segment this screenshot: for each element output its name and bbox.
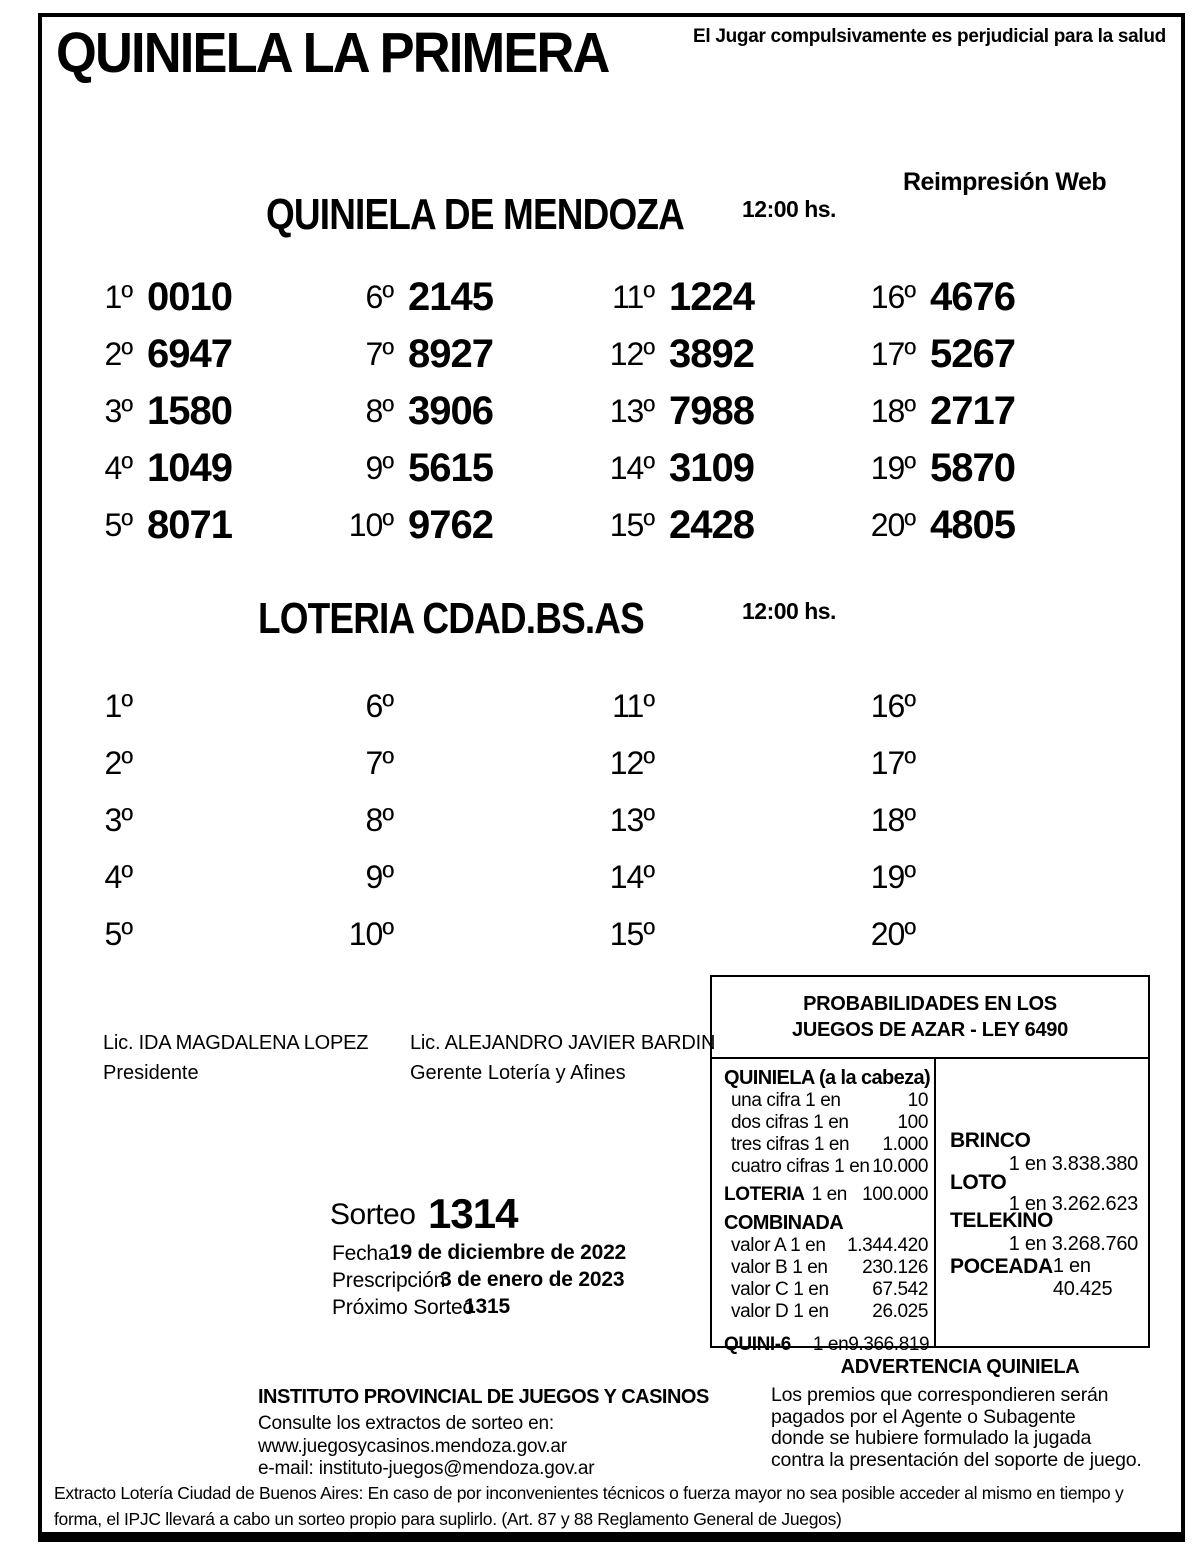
mendoza-result-cell [72, 269, 333, 326]
winning-number: 5615 [408, 446, 493, 490]
winning-number: 7988 [669, 389, 754, 433]
position-label: 2º [104, 336, 132, 372]
mendoza-result-cell [72, 383, 333, 440]
position-label: 19º [870, 859, 915, 895]
odds-row: dos cifras 1 en 100 [731, 1112, 928, 1133]
instituto-website: www.juegosycasinos.mendoza.gov.ar [258, 1435, 567, 1457]
proximo-sorteo-label: Próximo Sorteo [332, 1296, 474, 1319]
prescripcion-label: Prescripción [332, 1269, 446, 1292]
position-label: 8º [365, 393, 393, 429]
bsas-result-cell [333, 849, 594, 906]
position-label: 14º [609, 450, 654, 486]
fecha-label: Fecha [332, 1242, 390, 1265]
winning-number: 5870 [930, 446, 1015, 490]
probabilities-title-line1: PROBABILIDADES EN LOS [803, 993, 1057, 1015]
position-label: 9º [365, 859, 393, 895]
position-label: 18º [870, 802, 915, 838]
bsas-result-cell [855, 678, 1116, 735]
winning-number: 6947 [147, 332, 232, 376]
winning-number: 2717 [930, 389, 1015, 433]
sorteo-number: 1314 [428, 1190, 518, 1237]
fecha-value: 19 de diciembre de 2022 [389, 1241, 627, 1264]
signature-right-title: Gerente Lotería y Afines [410, 1062, 626, 1084]
position-label: 4º [104, 859, 132, 895]
position-label: 11º [612, 279, 654, 315]
bsas-results-grid [72, 678, 1116, 963]
bsas-result-cell [594, 906, 855, 963]
brinco-odds: 1 en 3.838.380 [1008, 1153, 1138, 1175]
mendoza-draw-time: 12:00 hs. [742, 196, 836, 222]
winning-number: 8071 [147, 503, 232, 547]
signature-left-title: Presidente [103, 1062, 199, 1084]
winning-number: 0010 [147, 275, 232, 319]
bsas-draw-time: 12:00 hs. [742, 598, 836, 624]
position-label: 16º [870, 688, 915, 724]
extracto-footer-line2: forma, el IPJC llevará a cabo un sorteo propio para suplirlo. (Art. 87 y 88 Reglamento General de Juegos) [54, 1509, 842, 1529]
telekino-label: TELEKINO [950, 1209, 1053, 1232]
bsas-result-cell [333, 735, 594, 792]
quiniela-odds-header: QUINIELA (a la cabeza) [724, 1067, 931, 1089]
position-label: 15º [609, 507, 654, 543]
brinco-label: BRINCO [950, 1129, 1031, 1152]
mendoza-result-cell [855, 440, 1116, 497]
advertencia-block [771, 1356, 1149, 1471]
mendoza-result-cell [594, 440, 855, 497]
prescripcion-value: 3 de enero de 2023 [440, 1268, 625, 1291]
winning-number: 3906 [408, 389, 493, 433]
position-label: 16º [870, 279, 915, 315]
instituto-email: e-mail: instituto-juegos@mendoza.gov.ar [258, 1458, 595, 1479]
poceada-odds-row [950, 1255, 1138, 1301]
mendoza-result-cell [333, 326, 594, 383]
mendoza-result-cell [333, 269, 594, 326]
mendoza-result-cell [855, 269, 1116, 326]
quini6-odds-row: QUINI-6 1 en 9.366.819 [724, 1334, 930, 1355]
winning-number: 3892 [669, 332, 754, 376]
odds-row: valor D 1 en 26.025 [731, 1301, 928, 1322]
winning-number: 1224 [669, 275, 754, 319]
position-label: 2º [104, 745, 132, 781]
position-label: 19º [870, 450, 915, 486]
mendoza-result-cell [72, 440, 333, 497]
winning-number: 2145 [408, 275, 493, 319]
bsas-result-cell [72, 678, 333, 735]
odds-row: una cifra 1 en 10 [731, 1090, 928, 1111]
instituto-title: INSTITUTO PROVINCIAL DE JUEGOS Y CASINOS [258, 1386, 709, 1408]
mendoza-result-cell [594, 269, 855, 326]
poceada-odds: 1 en 40.425 [1052, 1255, 1113, 1300]
position-label: 17º [870, 745, 915, 781]
bsas-result-cell [72, 735, 333, 792]
odds-row: valor B 1 en 230.126 [731, 1257, 928, 1278]
position-label: 20º [870, 507, 915, 543]
winning-number: 8927 [408, 332, 493, 376]
bsas-result-cell [855, 906, 1116, 963]
position-label: 9º [365, 450, 393, 486]
position-label: 13º [609, 393, 654, 429]
mendoza-result-cell [333, 497, 594, 554]
position-label: 5º [104, 507, 132, 543]
mendoza-result-cell [333, 440, 594, 497]
winning-number: 4805 [930, 503, 1015, 547]
combinada-odds-header: COMBINADA [724, 1212, 844, 1234]
advertencia-title: ADVERTENCIA QUINIELA [840, 1356, 1080, 1378]
position-label: 18º [870, 393, 915, 429]
bsas-result-cell [333, 678, 594, 735]
advertencia-line: donde se hubiere formulado la jugada [771, 1427, 1092, 1449]
reprint-web-label: Reimpresión Web [903, 168, 1107, 196]
bsas-result-cell [594, 792, 855, 849]
bsas-result-cell [594, 735, 855, 792]
odds-row: cuatro cifras 1 en 10.000 [731, 1156, 928, 1177]
instituto-block [258, 1386, 709, 1481]
page-title: QUINIELA LA PRIMERA [56, 21, 609, 85]
mendoza-results-grid [72, 269, 1116, 554]
advertencia-line: pagados por el Agente o Subagente [771, 1405, 1076, 1428]
position-label: 17º [870, 336, 915, 372]
extracto-footer [54, 1480, 1124, 1532]
position-label: 3º [104, 802, 132, 838]
probabilities-title-line2: JUEGOS DE AZAR - LEY 6490 [792, 1019, 1068, 1041]
odds-row: valor C 1 en 67.542 [731, 1279, 928, 1300]
probabilities-title [712, 977, 1148, 1059]
winning-number: 1049 [147, 446, 232, 490]
winning-number: 3109 [669, 446, 754, 490]
position-label: 11º [612, 688, 654, 724]
sorteo-label: Sorteo [330, 1198, 416, 1231]
probabilities-box [710, 975, 1150, 1355]
instituto-consulte-line: Consulte los extractos de sorteo en: [258, 1413, 554, 1434]
bsas-result-cell [333, 906, 594, 963]
signature-right-name: Lic. ALEJANDRO JAVIER BARDIN [410, 1032, 716, 1054]
position-label: 7º [365, 336, 393, 372]
position-label: 15º [609, 916, 654, 952]
winning-number: 4676 [930, 275, 1015, 319]
extracto-footer-line1: Extracto Lotería Ciudad de Buenos Aires: En caso de por inconvenientes técnicos o fuerza mayor no sea posible acceder al mismo en tiempo y [54, 1483, 1124, 1503]
position-label: 6º [365, 688, 393, 724]
position-label: 12º [609, 745, 654, 781]
position-label: 6º [365, 279, 393, 315]
bsas-result-cell [855, 792, 1116, 849]
mendoza-result-cell [855, 383, 1116, 440]
odds-row: valor A 1 en 1.344.420 [731, 1235, 928, 1256]
bsas-result-cell [855, 735, 1116, 792]
health-warning: El Jugar compulsivamente es perjudicial para la salud [692, 26, 1166, 47]
position-label: 4º [104, 450, 132, 486]
winning-number: 2428 [669, 503, 754, 547]
mendoza-result-cell [72, 326, 333, 383]
mendoza-result-cell [855, 497, 1116, 554]
loto-label: LOTO [950, 1171, 1007, 1194]
position-label: 10º [348, 916, 393, 952]
bsas-result-cell [855, 849, 1116, 906]
mendoza-section-title: QUINIELA DE MENDOZA [266, 190, 684, 239]
mendoza-result-cell [855, 326, 1116, 383]
bsas-result-cell [72, 849, 333, 906]
signature-left-name: Lic. IDA MAGDALENA LOPEZ [103, 1032, 369, 1054]
loto-odds: 1 en 3.262.623 [1008, 1193, 1138, 1215]
winning-number: 5267 [930, 332, 1015, 376]
poceada-label: POCEADA [950, 1255, 1053, 1278]
probabilities-right-column [936, 1059, 1148, 1346]
position-label: 5º [104, 916, 132, 952]
probabilities-left-column [712, 1059, 936, 1355]
proximo-sorteo-value: 1315 [464, 1295, 510, 1318]
position-label: 3º [104, 393, 132, 429]
odds-row: tres cifras 1 en 1.000 [731, 1134, 928, 1155]
bsas-result-cell [333, 792, 594, 849]
position-label: 14º [609, 859, 654, 895]
mendoza-result-cell [333, 383, 594, 440]
position-label: 7º [365, 745, 393, 781]
bsas-result-cell [72, 792, 333, 849]
mendoza-result-cell [594, 383, 855, 440]
mendoza-result-cell [594, 326, 855, 383]
winning-number: 9762 [408, 503, 493, 547]
position-label: 13º [609, 802, 654, 838]
position-label: 1º [104, 688, 132, 724]
mendoza-result-cell [72, 497, 333, 554]
mendoza-result-cell [594, 497, 855, 554]
bsas-result-cell [594, 678, 855, 735]
position-label: 8º [365, 802, 393, 838]
position-label: 20º [870, 916, 915, 952]
bsas-section-title: LOTERIA CDAD.BS.AS [258, 594, 644, 643]
bsas-result-cell [72, 906, 333, 963]
position-label: 1º [104, 279, 132, 315]
winning-number: 1580 [147, 389, 232, 433]
position-label: 12º [609, 336, 654, 372]
telekino-odds: 1 en 3.268.760 [1008, 1233, 1138, 1255]
advertencia-line: Los premios que correspondieren serán [771, 1384, 1109, 1406]
advertencia-line: contra la presentación del soporte de juego. [771, 1448, 1142, 1471]
position-label: 10º [348, 507, 393, 543]
bsas-result-cell [594, 849, 855, 906]
loteria-odds-row: LOTERIA 1 en 100.000 [724, 1184, 928, 1205]
